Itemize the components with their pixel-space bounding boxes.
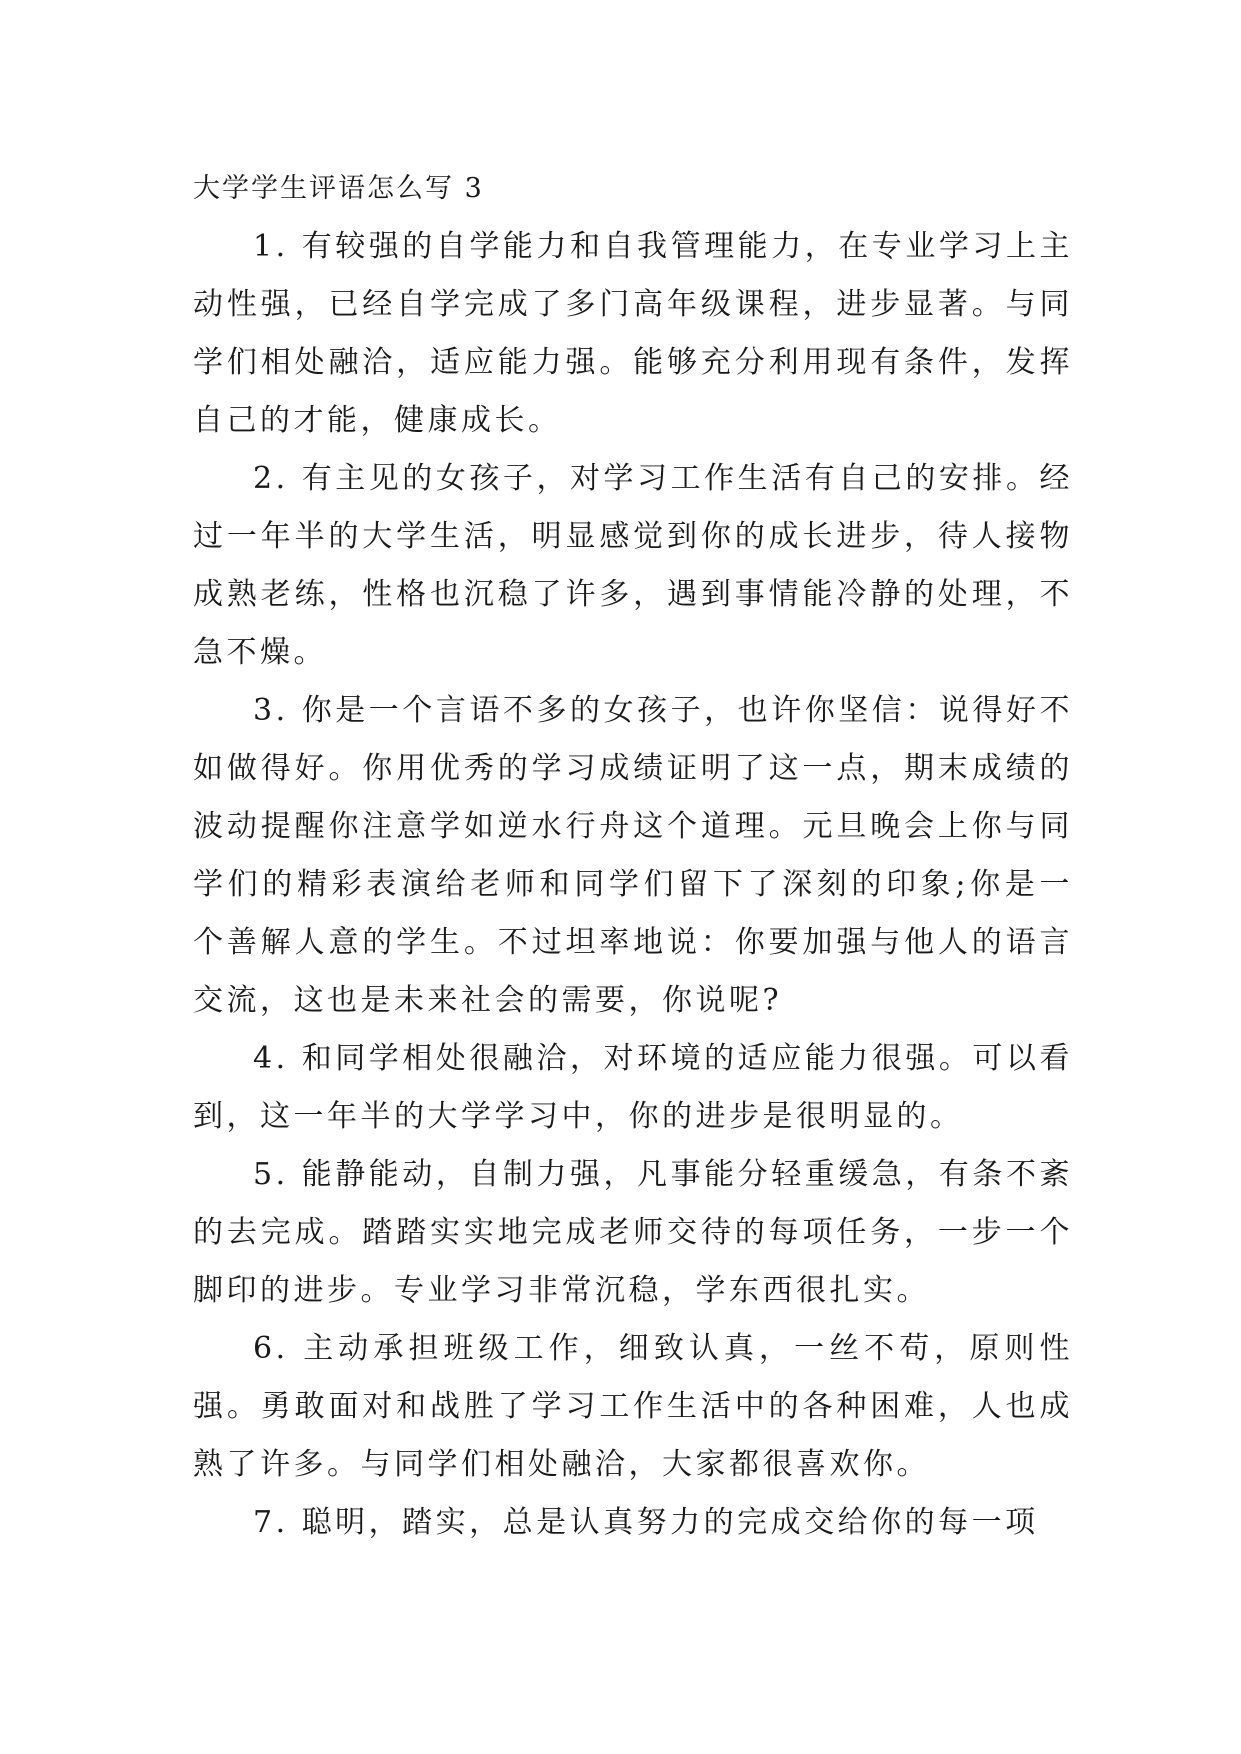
comment-paragraph-1: 1. 有较强的自学能力和自我管理能力，在专业学习上主动性强，已经自学完成了多门高年级课程，进步显著。与同学们相处融洽，适应能力强。能够充分利用现有条件，发挥自己的才能，健康成长。 [193,229,1073,438]
document-body [193,160,1073,1552]
comment-paragraph-3: 3. 你是一个言语不多的女孩子，也许你坚信：说得好不如做得好。你用优秀的学习成绩证明了这一点，期末成绩的波动提醒你注意学如逆水行舟这个道理。元旦晚会上你与同学们的精彩表演给老师和同学们留下了深刻的印象;你是一个善解人意的学生。不过坦率地说：你要加强与他人的语言交流，这也是未来社会的需要，你说呢? [193,693,1073,1018]
comment-paragraph-7: 7. 聪明，踏实，总是认真努力的完成交给你的每一项 [253,1505,1039,1540]
comment-paragraph-6: 6. 主动承担班级工作，细致认真，一丝不苟，原则性强。勇敢面对和战胜了学习工作生活中的各种困难，人也成熟了许多。与同学们相处融洽，大家都很喜欢你。 [193,1331,1073,1482]
document-title: 大学学生评语怎么写 3 [193,173,484,204]
comment-paragraph-2: 2. 有主见的女孩子，对学习工作生活有自己的安排。经过一年半的大学生活，明显感觉到你的成长进步，待人接物成熟老练，性格也沉稳了许多，遇到事情能冷静的处理，不急不燥。 [193,461,1073,670]
comment-paragraph-5: 5. 能静能动，自制力强，凡事能分轻重缓急，有条不紊的去完成。踏踏实实地完成老师交待的每项任务，一步一个脚印的进步。专业学习非常沉稳，学东西很扎实。 [193,1157,1073,1308]
comment-paragraph-4: 4. 和同学相处很融洽，对环境的适应能力很强。可以看到，这一年半的大学学习中，你的进步是很明显的。 [193,1041,1073,1134]
